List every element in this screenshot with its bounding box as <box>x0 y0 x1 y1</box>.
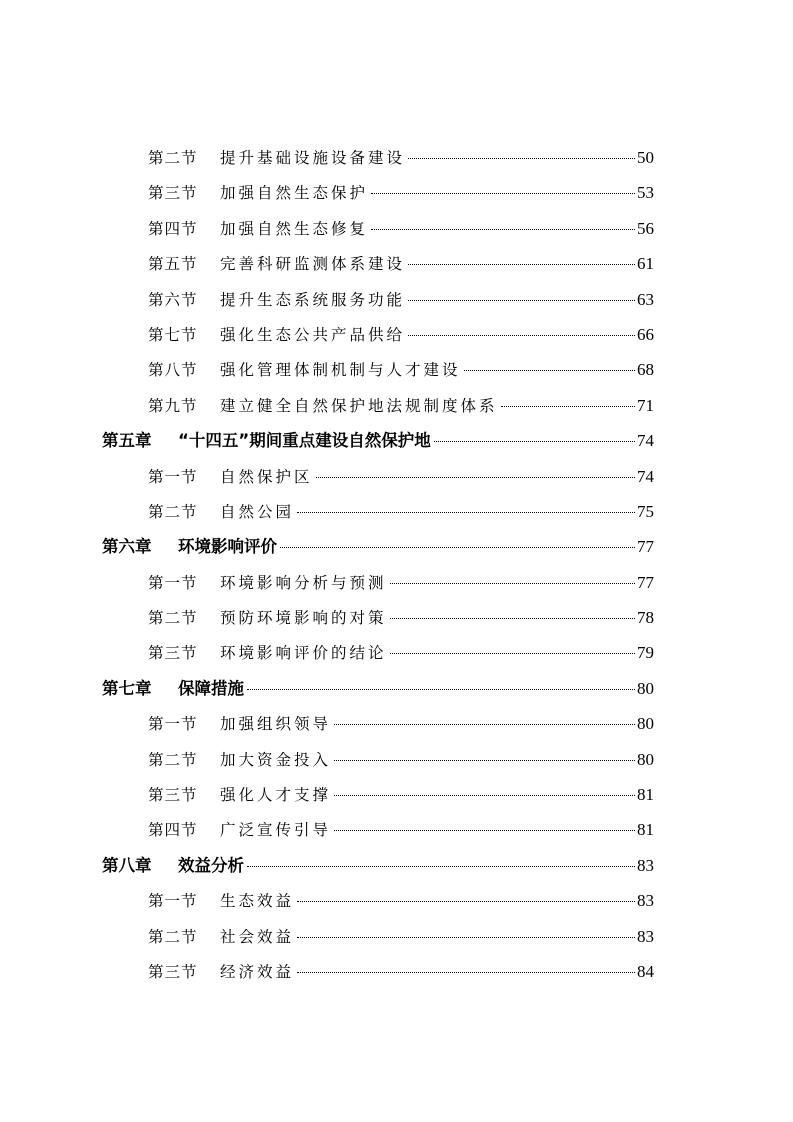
toc-section-entry[interactable] <box>0 777 793 812</box>
section-number: 第一节 <box>148 467 198 486</box>
toc-section-entry[interactable] <box>0 317 793 352</box>
section-title: 加强组织领导 <box>220 715 332 734</box>
page-number: 83 <box>637 855 654 875</box>
dot-leader <box>408 300 635 301</box>
page-number: 50 <box>637 148 654 167</box>
section-number: 第一节 <box>148 573 198 592</box>
section-title: 环境影响分析与预测 <box>220 573 387 592</box>
dot-leader <box>408 335 635 336</box>
section-number: 第七节 <box>148 325 198 344</box>
page-number: 81 <box>637 785 654 805</box>
page-number: 80 <box>637 678 654 698</box>
dot-leader <box>371 229 635 230</box>
dot-leader <box>390 583 635 584</box>
section-title: 加强自然生态保护 <box>220 184 369 203</box>
page-number: 83 <box>637 926 654 946</box>
toc-section-entry[interactable] <box>0 565 793 600</box>
section-number: 第四节 <box>148 219 198 238</box>
section-title: 建立健全自然保护地法规制度体系 <box>220 396 498 415</box>
dot-leader <box>334 760 635 761</box>
toc-section-entry[interactable] <box>0 352 793 387</box>
section-title: 社会效益 <box>220 927 295 946</box>
section-number: 第二节 <box>148 927 198 946</box>
toc-section-entry[interactable] <box>0 742 793 777</box>
section-title: 加大资金投入 <box>220 750 332 769</box>
page-number: 56 <box>637 218 654 238</box>
toc-section-entry[interactable] <box>0 600 793 635</box>
section-number: 第二节 <box>148 149 198 167</box>
page-number: 83 <box>637 891 654 911</box>
section-title: 预防环境影响的对策 <box>220 609 387 628</box>
section-title: 经济效益 <box>220 962 295 981</box>
chapter-title: 保障措施 <box>178 678 244 698</box>
dot-leader <box>408 264 635 265</box>
section-title: 自然公园 <box>220 502 295 521</box>
page-number: 71 <box>637 395 654 415</box>
section-number: 第八节 <box>148 361 198 380</box>
chapter-title: 环境影响评价 <box>178 537 277 557</box>
dot-leader <box>434 441 635 442</box>
toc-section-entry[interactable] <box>0 812 793 847</box>
section-number: 第五节 <box>148 255 198 274</box>
dot-leader <box>390 653 635 654</box>
page-number: 75 <box>637 501 654 521</box>
toc-section-entry[interactable] <box>0 140 793 175</box>
dot-leader <box>408 158 635 159</box>
toc-chapter-entry[interactable] <box>0 671 793 706</box>
page-number: 84 <box>637 961 654 981</box>
page-number: 81 <box>637 820 654 840</box>
page-number: 68 <box>637 360 654 380</box>
toc-section-entry[interactable] <box>0 211 793 246</box>
section-title: 加强自然生态修复 <box>220 219 369 238</box>
chapter-title: “十四五”期间重点建设自然保护地 <box>178 431 431 451</box>
toc-section-entry[interactable] <box>0 883 793 918</box>
toc-section-entry[interactable] <box>0 919 793 954</box>
section-title: 强化人才支撑 <box>220 786 332 805</box>
page-number: 77 <box>637 537 654 557</box>
section-number: 第二节 <box>148 750 198 769</box>
section-title: 提升基础设施设备建设 <box>220 149 406 167</box>
toc-section-entry[interactable] <box>0 635 793 670</box>
toc-section-entry[interactable] <box>0 246 793 281</box>
dot-leader <box>280 547 635 548</box>
page-number: 74 <box>637 466 654 486</box>
chapter-number: 第八章 <box>102 855 152 875</box>
page-number: 80 <box>637 714 654 734</box>
page-number: 80 <box>637 749 654 769</box>
section-number: 第六节 <box>148 290 198 309</box>
page-number: 63 <box>637 289 654 309</box>
section-title: 完善科研监测体系建设 <box>220 255 406 274</box>
page-number: 79 <box>637 643 654 663</box>
section-title: 广泛宣传引导 <box>220 821 332 840</box>
dot-leader <box>247 689 635 690</box>
toc-section-entry[interactable] <box>0 459 793 494</box>
dot-leader <box>247 866 635 867</box>
dot-leader <box>316 477 635 478</box>
chapter-number: 第七章 <box>102 678 152 698</box>
toc-section-entry[interactable] <box>0 494 793 529</box>
toc-section-entry[interactable] <box>0 388 793 423</box>
page-number: 53 <box>637 183 654 203</box>
section-number: 第一节 <box>148 715 198 734</box>
chapter-number: 第六章 <box>102 537 152 557</box>
toc-chapter-entry[interactable] <box>0 848 793 883</box>
dot-leader <box>464 370 635 371</box>
section-number: 第三节 <box>148 184 198 203</box>
toc-chapter-entry[interactable] <box>0 423 793 458</box>
toc-section-entry[interactable] <box>0 954 793 989</box>
dot-leader <box>501 406 635 407</box>
section-title: 强化管理体制机制与人才建设 <box>220 361 461 380</box>
chapter-title: 效益分析 <box>178 855 244 875</box>
dot-leader <box>334 830 635 831</box>
table-of-contents <box>0 140 793 989</box>
page-number: 74 <box>637 431 654 451</box>
page-number: 61 <box>637 254 654 274</box>
page-number: 66 <box>637 324 654 344</box>
dot-leader <box>334 795 635 796</box>
toc-section-entry[interactable] <box>0 706 793 741</box>
toc-section-entry[interactable] <box>0 282 793 317</box>
page-number: 78 <box>637 608 654 628</box>
section-number: 第三节 <box>148 786 198 805</box>
section-number: 第四节 <box>148 821 198 840</box>
dot-leader <box>297 972 635 973</box>
dot-leader <box>297 937 635 938</box>
section-number: 第二节 <box>148 502 198 521</box>
section-number: 第三节 <box>148 644 198 663</box>
dot-leader <box>297 512 635 513</box>
page-number: 77 <box>637 572 654 592</box>
section-title: 强化生态公共产品供给 <box>220 325 406 344</box>
section-number: 第九节 <box>148 396 198 415</box>
chapter-number: 第五章 <box>102 431 152 451</box>
section-title: 自然保护区 <box>220 467 313 486</box>
dot-leader <box>371 193 635 194</box>
dot-leader <box>390 618 635 619</box>
section-title: 提升生态系统服务功能 <box>220 290 406 309</box>
section-number: 第一节 <box>148 892 198 911</box>
section-title: 生态效益 <box>220 892 295 911</box>
section-number: 第二节 <box>148 609 198 628</box>
toc-chapter-entry[interactable] <box>0 529 793 564</box>
section-number: 第三节 <box>148 962 198 981</box>
toc-section-entry[interactable] <box>0 175 793 210</box>
dot-leader <box>297 901 635 902</box>
dot-leader <box>334 724 635 725</box>
section-title: 环境影响评价的结论 <box>220 644 387 663</box>
